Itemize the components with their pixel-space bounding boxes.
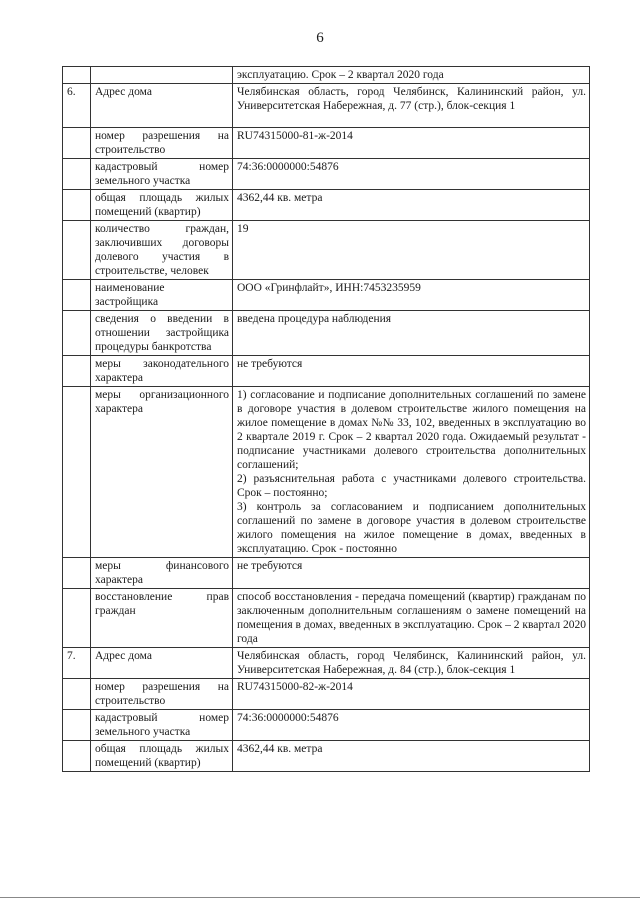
table-row [63, 679, 590, 710]
address-value: Челябинская область, город Челябинск, Калининский район, ул. Университетская Набережная, д. 84 (стр.), блок-секция 1 [233, 648, 590, 679]
num-cell [63, 589, 91, 648]
continuation-text: эксплуатацию. Срок – 2 квартал 2020 года [233, 67, 590, 84]
financial-label: меры финансового характера [91, 558, 233, 589]
table-row [63, 159, 590, 190]
num-cell [63, 558, 91, 589]
area-value: 4362,44 кв. метра [233, 190, 590, 221]
table-row [63, 84, 590, 128]
bankruptcy-value: введена процедура наблюдения [233, 311, 590, 356]
table-row [63, 589, 590, 648]
num-cell [63, 190, 91, 221]
table-row [63, 710, 590, 741]
organizational-label: меры организационного характера [91, 387, 233, 558]
area-label: общая площадь жилых помещений (квартир) [91, 190, 233, 221]
permit-label: номер разрешения на строительство [91, 128, 233, 159]
citizens-label: количество граждан, заключивших договоры долевого участия в строительстве, человек [91, 221, 233, 280]
num-cell [63, 67, 91, 84]
restoration-value: способ восстановления - передача помещений (квартир) гражданам по заключенным дополнительным соглашениям о замене помещений на помещения в домах, введенных в эксплуатацию. Срок – 2 квартал 2020 года [233, 589, 590, 648]
house-number: 7. [63, 648, 91, 679]
num-cell [63, 128, 91, 159]
table-row [63, 648, 590, 679]
developer-value: ООО «Гринфлайт», ИНН:7453235959 [233, 280, 590, 311]
bottom-rule [0, 897, 640, 898]
label-cell [91, 67, 233, 84]
cadastral-value: 74:36:0000000:54876 [233, 159, 590, 190]
table-row [63, 280, 590, 311]
organizational-item-3: 3) контроль за согласованием и подписанием дополнительных соглашений по замене в договоре участия в долевом строительстве жилого помещения на жилое помещение в домах, введенных в эксплуатацию. Срок - постоянно [237, 501, 586, 555]
cadastral-label: кадастровый номер земельного участка [91, 710, 233, 741]
permit-label: номер разрешения на строительство [91, 679, 233, 710]
address-label: Адрес дома [91, 84, 233, 128]
permit-value: RU74315000-82-ж-2014 [233, 679, 590, 710]
legislative-value: не требуются [233, 356, 590, 387]
table-row [63, 190, 590, 221]
table-row [63, 741, 590, 772]
organizational-item-1: 1) согласование и подписание дополнительных соглашений по замене в договоре участия в долевом строительстве жилого помещения на жилое помещение в домах №№ 33, 102, введенных в эксплуатацию во 2 квартале 2019 г. Срок – 2 квартал 2020 года. Ожидаемый результат - подписание участниками долевого строительства дополнительных соглашений; [237, 389, 586, 471]
num-cell [63, 387, 91, 558]
citizens-value: 19 [233, 221, 590, 280]
table-row [63, 67, 590, 84]
num-cell [63, 741, 91, 772]
num-cell [63, 356, 91, 387]
num-cell [63, 679, 91, 710]
table-row [63, 356, 590, 387]
page-number: 6 [316, 30, 324, 46]
organizational-value [233, 387, 590, 558]
num-cell [63, 159, 91, 190]
bankruptcy-label: сведения о введении в отношении застройщика процедуры банкротства [91, 311, 233, 356]
num-cell [63, 280, 91, 311]
address-label: Адрес дома [91, 648, 233, 679]
num-cell [63, 710, 91, 741]
permit-value: RU74315000-81-ж-2014 [233, 128, 590, 159]
num-cell [63, 221, 91, 280]
house-number: 6. [63, 84, 91, 128]
table-row [63, 221, 590, 280]
legislative-label: меры законодательного характера [91, 356, 233, 387]
table-row [63, 387, 590, 558]
cadastral-value: 74:36:0000000:54876 [233, 710, 590, 741]
num-cell [63, 311, 91, 356]
table-row [63, 558, 590, 589]
restoration-label: восстановление прав граждан [91, 589, 233, 648]
area-value: 4362,44 кв. метра [233, 741, 590, 772]
developer-label: наименование застройщика [91, 280, 233, 311]
financial-value: не требуются [233, 558, 590, 589]
organizational-item-2: 2) разъяснительная работа с участниками долевого строительства. Срок – постоянно; [237, 473, 586, 499]
table-row [63, 311, 590, 356]
cadastral-label: кадастровый номер земельного участка [91, 159, 233, 190]
table-row [63, 128, 590, 159]
address-value: Челябинская область, город Челябинск, Калининский район, ул. Университетская Набережная, д. 77 (стр.), блок-секция 1 [233, 84, 590, 128]
area-label: общая площадь жилых помещений (квартир) [91, 741, 233, 772]
housing-table [62, 66, 590, 772]
